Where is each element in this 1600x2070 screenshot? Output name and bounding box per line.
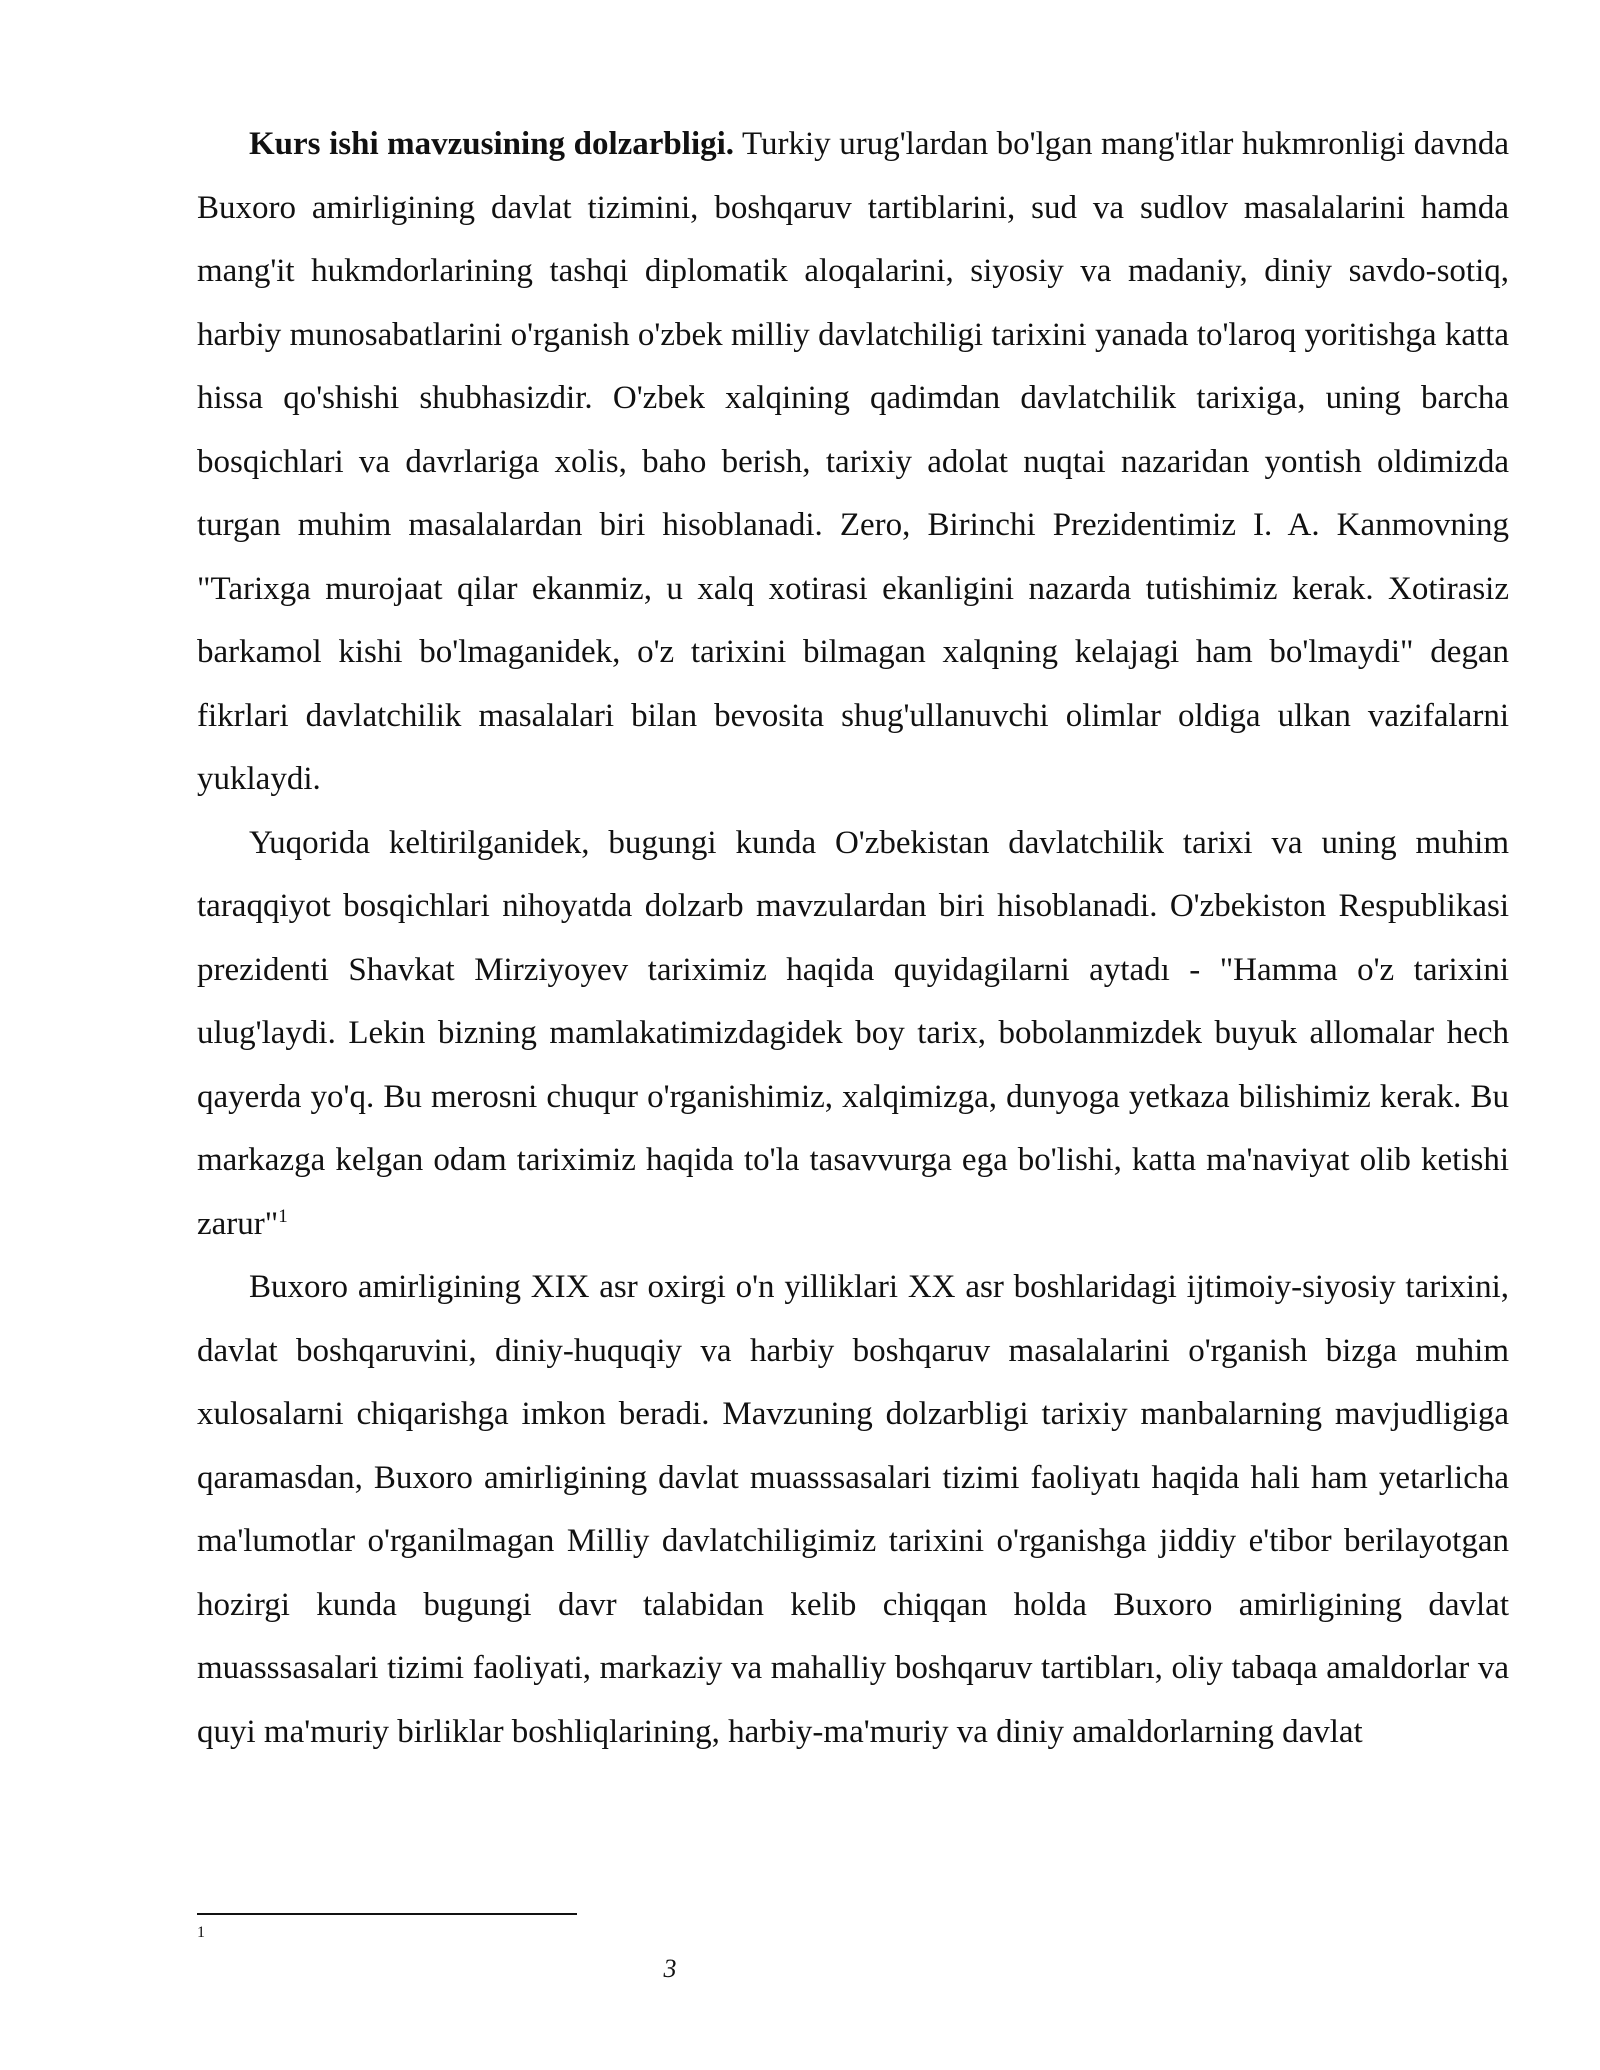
paragraph — [197, 812, 1509, 1257]
footnote-separator — [197, 1913, 577, 1915]
paragraph — [197, 1256, 1509, 1764]
paragraph-text: Buxoro amirligining XIX asr oxirgi o'n yilliklari XX asr boshlaridagi ijtimoiy-siyosiy tarixini, davlat boshqaruvini, diniy-huquqiy va harbiy boshqaruv masalalarini o'rganish bizga muhim xulosalarni chiqarishga imkon beradi. Mavzuning dolzarbligi tarixiy manbalarning mavjudligiga qaramasdan, Buxoro amirligining davlat muasssasalari tizimi faoliyatı haqida hali ham yetarlicha ma'lumotlar o'rganilmagan Milliy davlatchiligimiz tarixini o'rganishga jiddiy e'tibor berilayotgan hozirgi kunda bugungi davr talabidan kelib chiqqan holda Buxoro amirligining davlat muasssasalari tizimi faoliyati, markaziy va mahalliy boshqaruv tartibları, oliy tabaqa amaldorlar va quyi ma'muriy birliklar boshliqlarining, harbiy-ma'muriy va diniy amaldorlarning davlat — [197, 1269, 1509, 1750]
page-number: 3 — [663, 1954, 677, 1983]
body-text — [197, 113, 1509, 1764]
section-lead: Kurs ishi mavzusining dolzarbligi. — [249, 126, 735, 162]
footnote-reference[interactable]: 1 — [278, 1205, 288, 1227]
footnote-mark: 1 — [197, 1924, 205, 1941]
paragraph — [197, 113, 1509, 812]
paragraph-text: Yuqorida keltirilganidek, bugungi kunda O'zbekistan davlatchilik tarixi va uning muhim taraqqiyot bosqichlari nihoyatda dolzarb mavzulardan biri hisoblanadi. O'zbekiston Respublikasi prezidenti Shavkat Mirziyoyev tariximiz haqida quyidagilarni aytadı - "Hamma o'z tarixini ulug'laydi. Lekin bizning mamlakatimizdagidek boy tarix, bobolanmizdek buyuk allomalar hech qayerda yo'q. Bu merosni chuqur o'rganishimiz, xalqimizga, dunyoga yetkaza bilishimiz kerak. Bu markazga kelgan odam tariximiz haqida to'la tasavvurga ega bo'lishi, katta ma'naviyat olib ketishi zarur" — [197, 824, 1509, 1242]
paragraph-text: Turkiy urug'lardan bo'lgan mang'itlar hukmronligi davnda Buxoro amirligining davlat tizimini, boshqaruv tartiblarini, sud va sudlov masalalarini hamda mang'it hukmdorlarining tashqi diplomatik aloqalarini, siyosiy va madaniy, diniy savdo-sotiq, harbiy munosabatlarini o'rganish o'zbek milliy davlatchiligi tarixini yanada to'laroq yoritishga katta hissa qo'shishi shubhasizdir. O'zbek xalqining qadimdan davlatchilik tarixiga, uning barcha bosqichlari va davrlariga xolis, baho berish, tarixiy adolat nuqtai nazaridan yontish oldimizda turgan muhim masalalardan biri hisoblanadi. Zero, Birinchi Prezidentimiz I. A. Kanmovning "Tarixga murojaat qilar ekanmiz, u xalq xotirasi ekanligini nazarda tutishimiz kerak. Xotirasiz barkamol kishi bo'lmaganidek, o'z tarixini bilmagan xalqning kelajagi ham bo'lmaydi" degan fikrlari davlatchilik masalalari bilan bevosita shug'ullanuvchi olimlar oldiga ulkan vazifalarni yuklaydi. — [197, 126, 1509, 797]
